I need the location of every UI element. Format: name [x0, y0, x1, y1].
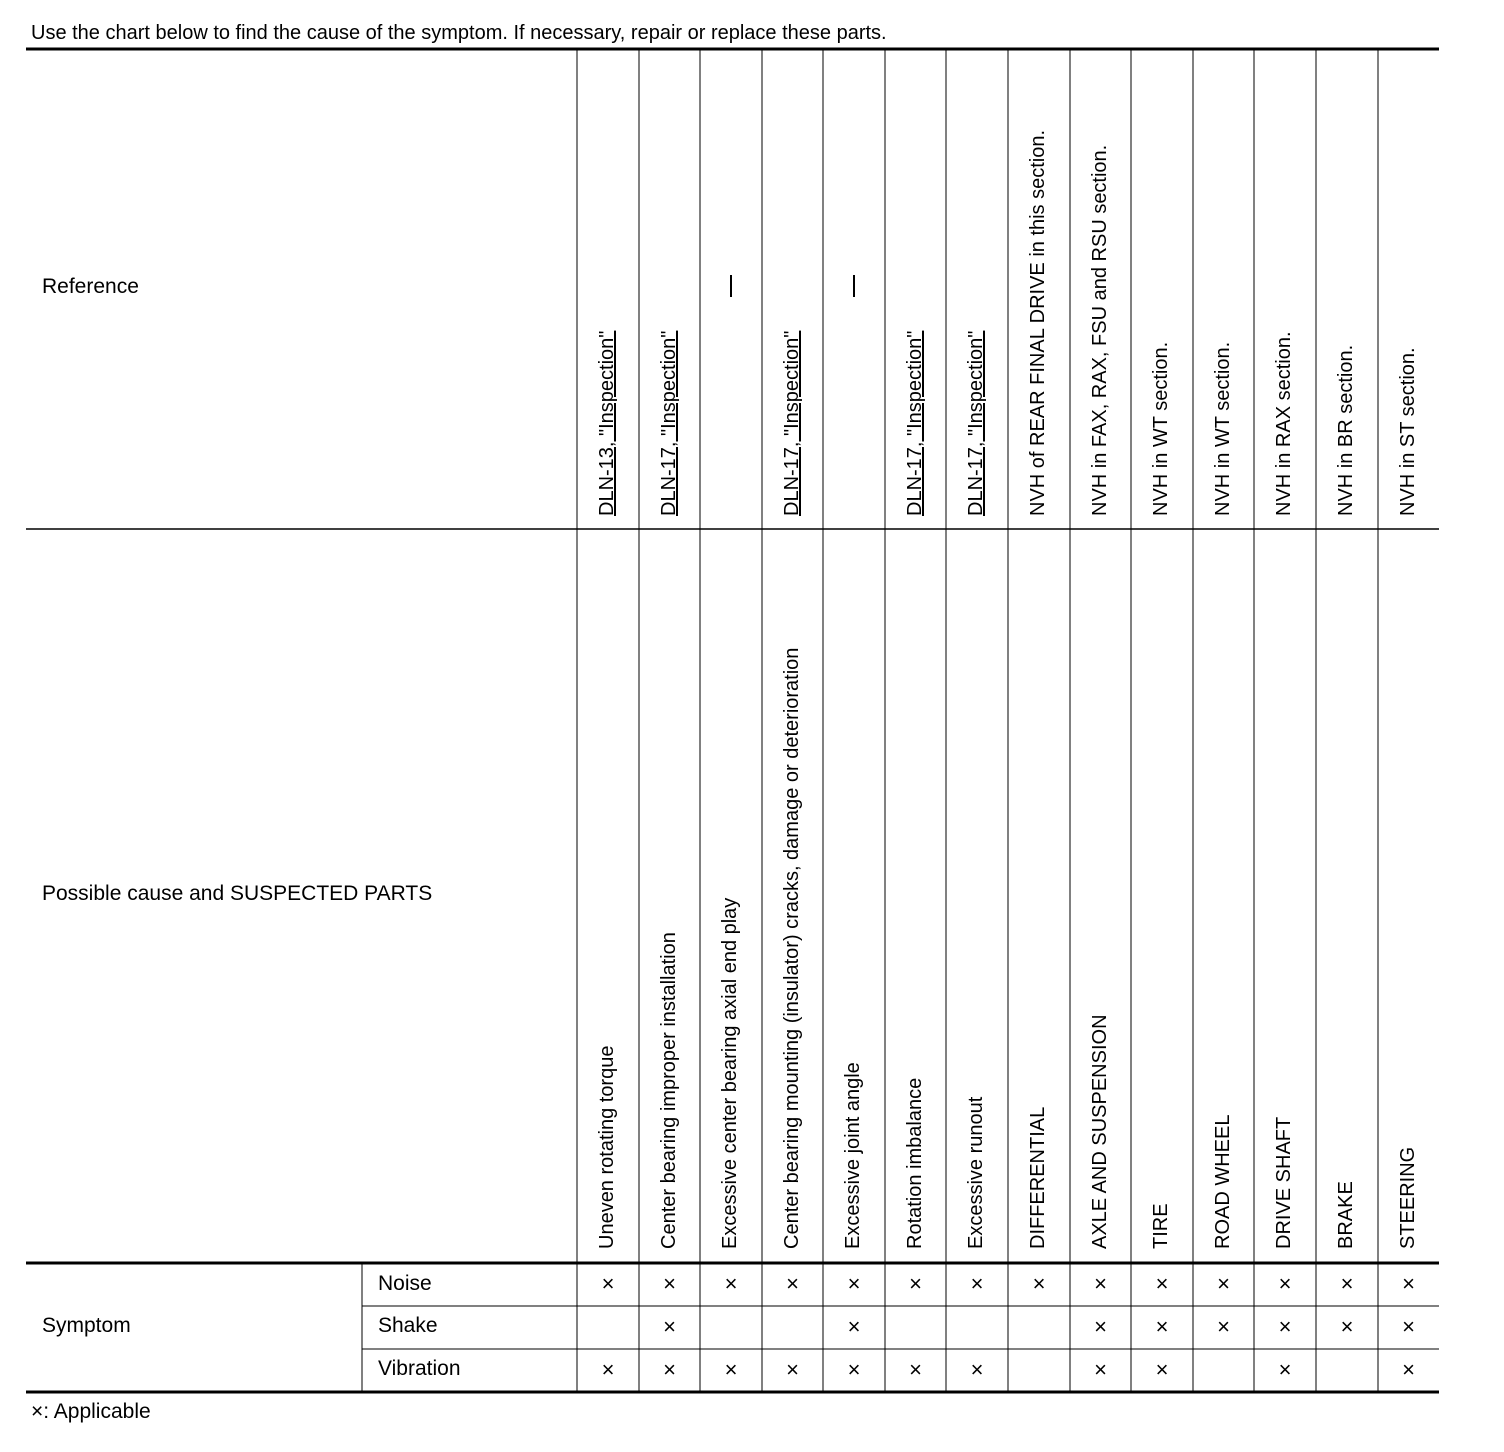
- reference-text: NVH of REAR FINAL DRIVE in this section.: [1027, 129, 1049, 516]
- causes-label: Possible cause and SUSPECTED PARTS: [42, 882, 433, 905]
- applicable-mark: ×: [786, 1357, 799, 1382]
- symptom-label: Symptom: [42, 1314, 131, 1337]
- cause-label: BRAKE: [1335, 1181, 1357, 1249]
- applicable-mark: ×: [724, 1271, 738, 1296]
- cause-label: STEERING: [1396, 1146, 1419, 1249]
- reference-link[interactable]: DLN-13, "Inspection": [596, 330, 618, 516]
- cause-label: Excessive center bearing axial end play: [719, 897, 741, 1249]
- cause-label: ROAD WHEEL: [1211, 1114, 1234, 1249]
- cause-label: Rotation imbalance: [903, 1077, 926, 1249]
- reference-text: NVH in BR section.: [1335, 344, 1357, 516]
- cause-label: Center bearing improper installation: [657, 932, 680, 1249]
- legend-text: ×: Applicable: [31, 1400, 151, 1423]
- reference-link[interactable]: DLN-17, "Inspection": [657, 330, 680, 516]
- reference-dash: [853, 275, 855, 297]
- symptom-vibration: Vibration: [378, 1357, 461, 1380]
- applicable-mark: ×: [1278, 1271, 1292, 1296]
- applicable-mark: ×: [1402, 1357, 1415, 1382]
- applicable-mark: ×: [786, 1271, 799, 1296]
- applicable-mark: ×: [847, 1271, 861, 1296]
- cause-label: TIRE: [1150, 1203, 1172, 1249]
- applicable-mark: ×: [1340, 1271, 1354, 1296]
- applicable-mark: ×: [663, 1271, 676, 1296]
- applicable-mark: ×: [1155, 1314, 1169, 1339]
- applicable-mark: ×: [847, 1314, 861, 1339]
- applicable-mark: ×: [847, 1357, 861, 1382]
- reference-dash: [730, 275, 732, 297]
- reference-link[interactable]: DLN-17, "Inspection": [903, 330, 926, 516]
- symptom-shake: Shake: [378, 1314, 438, 1337]
- cause-label: Excessive runout: [965, 1096, 987, 1249]
- reference-text: NVH in WT section.: [1211, 341, 1234, 516]
- reference-link[interactable]: DLN-17, "Inspection": [780, 330, 803, 516]
- applicable-mark: ×: [970, 1357, 984, 1382]
- applicable-mark: ×: [1278, 1314, 1292, 1339]
- applicable-mark: ×: [1155, 1357, 1169, 1382]
- applicable-mark: ×: [1094, 1357, 1107, 1382]
- cause-label: Uneven rotating torque: [596, 1045, 618, 1249]
- cause-label: DRIVE SHAFT: [1273, 1116, 1295, 1249]
- cause-label: Excessive joint angle: [842, 1062, 864, 1249]
- reference-text: NVH in ST section.: [1396, 347, 1419, 516]
- reference-label: Reference: [42, 275, 139, 298]
- applicable-mark: ×: [909, 1357, 922, 1382]
- reference-text: NVH in WT section.: [1150, 341, 1172, 516]
- applicable-mark: ×: [663, 1357, 676, 1382]
- cause-label: AXLE AND SUSPENSION: [1088, 1014, 1111, 1249]
- reference-link[interactable]: DLN-17, "Inspection": [965, 330, 987, 516]
- applicable-mark: ×: [1032, 1271, 1046, 1296]
- applicable-mark: ×: [724, 1357, 738, 1382]
- applicable-mark: ×: [909, 1271, 922, 1296]
- intro-text: Use the chart below to find the cause of the symptom. If necessary, repair or replace these parts.: [31, 22, 887, 44]
- reference-text: NVH in FAX, RAX, FSU and RSU section.: [1088, 144, 1111, 516]
- cause-label: Center bearing mounting (insulator) cracks, damage or deterioration: [780, 647, 803, 1249]
- reference-text: NVH in RAX section.: [1273, 331, 1295, 516]
- applicable-mark: ×: [1402, 1314, 1415, 1339]
- applicable-mark: ×: [1094, 1271, 1107, 1296]
- applicable-mark: ×: [1278, 1357, 1292, 1382]
- symptom-noise: Noise: [378, 1272, 432, 1295]
- applicable-mark: ×: [1217, 1271, 1230, 1296]
- applicable-mark: ×: [1094, 1314, 1107, 1339]
- cause-label: DIFFERENTIAL: [1027, 1106, 1049, 1249]
- applicable-mark: ×: [1217, 1314, 1230, 1339]
- applicable-mark: ×: [601, 1271, 615, 1296]
- applicable-mark: ×: [601, 1357, 615, 1382]
- applicable-mark: ×: [1340, 1314, 1354, 1339]
- applicable-mark: ×: [1402, 1271, 1415, 1296]
- applicable-mark: ×: [970, 1271, 984, 1296]
- applicable-mark: ×: [1155, 1271, 1169, 1296]
- applicable-mark: ×: [663, 1314, 676, 1339]
